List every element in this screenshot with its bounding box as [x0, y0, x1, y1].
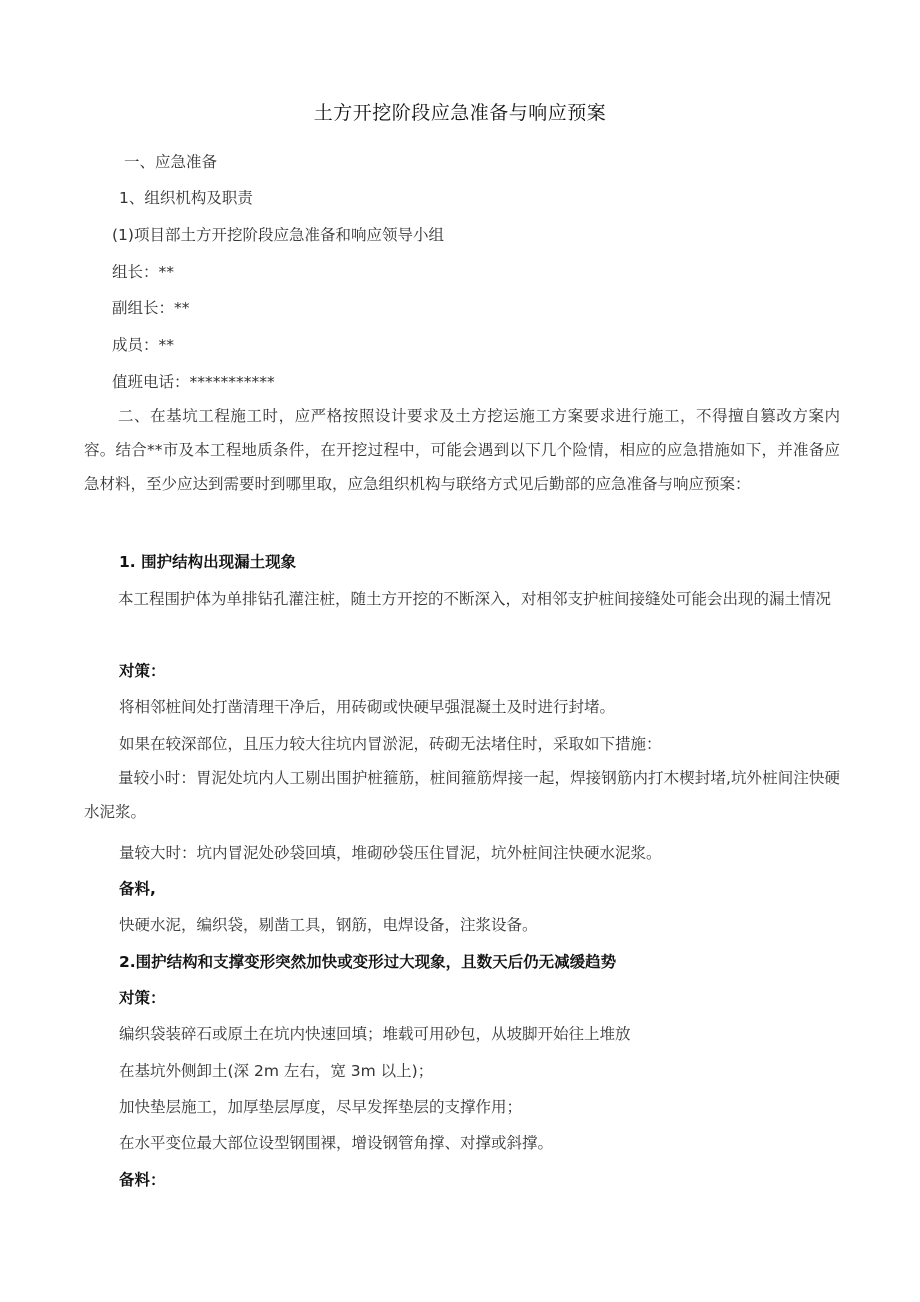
item1-materials-list: 快硬水泥，编织袋，剔凿工具，钢筋，电焊设备，注浆设备。 [119, 916, 538, 934]
item2-measure-3: 加快垫层施工，加厚垫层厚度，尽早发挥垫层的支撑作用； [119, 1098, 523, 1116]
subheading-organization: 1、组织机构及职责 [119, 189, 253, 207]
page-title: 土方开挖阶段应急准备与响应预案 [313, 102, 607, 124]
item1-measure-4: 量较大时：坑内冒泥处砂袋回填，堆砌砂袋压住冒泥，坑外桩间注快硬水泥浆。 [119, 844, 662, 862]
section-heading-emergency-prep: 一、应急准备 [124, 153, 218, 171]
item1-measure-3-paragraph: 量较小时：胃泥处坑内人工剔出围护桩箍筋，桩间箍筋焊接一起，焊接钢筋内打木楔封堵,坑外桩间注快硬水泥浆。 [84, 769, 840, 821]
item2-measure-4: 在水平变位最大部位设型钢围裸，增设钢管角撑、对撑或斜撑。 [119, 1134, 554, 1152]
section2-intro-paragraph: 二、在基坑工程施工时，应严格按照设计要求及土方挖运施工方案要求进行施工，不得擅自篡改方案内容。结合**市及本工程地质条件，在开挖过程中，可能会遇到以下几个险情，相应的应急措施如下，并准备应急材料，至少应达到需要时到哪里取，应急组织机构与联络方式见后勤部的应急准备与响应预案： [84, 407, 840, 493]
deputy-leader-line: 副组长：** [112, 299, 190, 317]
item2-materials-label: 备料： [119, 1171, 166, 1189]
item2-measure-2: 在基坑外侧卸土(深 2m 左右，宽 3m 以上)； [119, 1062, 434, 1080]
subheading-leading-group: (1)项目部土方开挖阶段应急准备和响应领导小组 [112, 226, 444, 244]
item1-description-paragraph: 本工程围护体为单排钻孔灌注桩，随土方开挖的不断深入，对相邻支护桩间接缝处可能会出现的漏土情况 [118, 590, 832, 608]
item2-measure-1: 编织袋装碎石或原土在坑内快速回填；堆载可用砂包，从坡脚开始往上堆放 [119, 1025, 631, 1043]
item1-measure-1: 将相邻桩间处打凿清理干净后，用砖砌或快硬早强混凝土及时进行封堵。 [119, 698, 616, 716]
item1-measure-2: 如果在较深部位，且压力较大往坑内冒淤泥，砖砌无法堵住时，采取如下措施： [119, 735, 662, 753]
item2-measures-label: 对策： [119, 989, 166, 1007]
item2-heading: 2.围护结构和支撑变形突然加快或变形过大现象，且数天后仍无减缓趋势 [119, 953, 617, 971]
duty-phone-line: 值班电话：*********** [112, 373, 275, 391]
item1-measures-label: 对策： [119, 662, 166, 680]
item1-heading: 1. 围护结构出现漏土现象 [119, 553, 297, 571]
leader-line: 组长：** [112, 263, 175, 281]
members-line: 成员：** [112, 336, 175, 354]
item1-materials-label: 备料, [119, 880, 156, 898]
